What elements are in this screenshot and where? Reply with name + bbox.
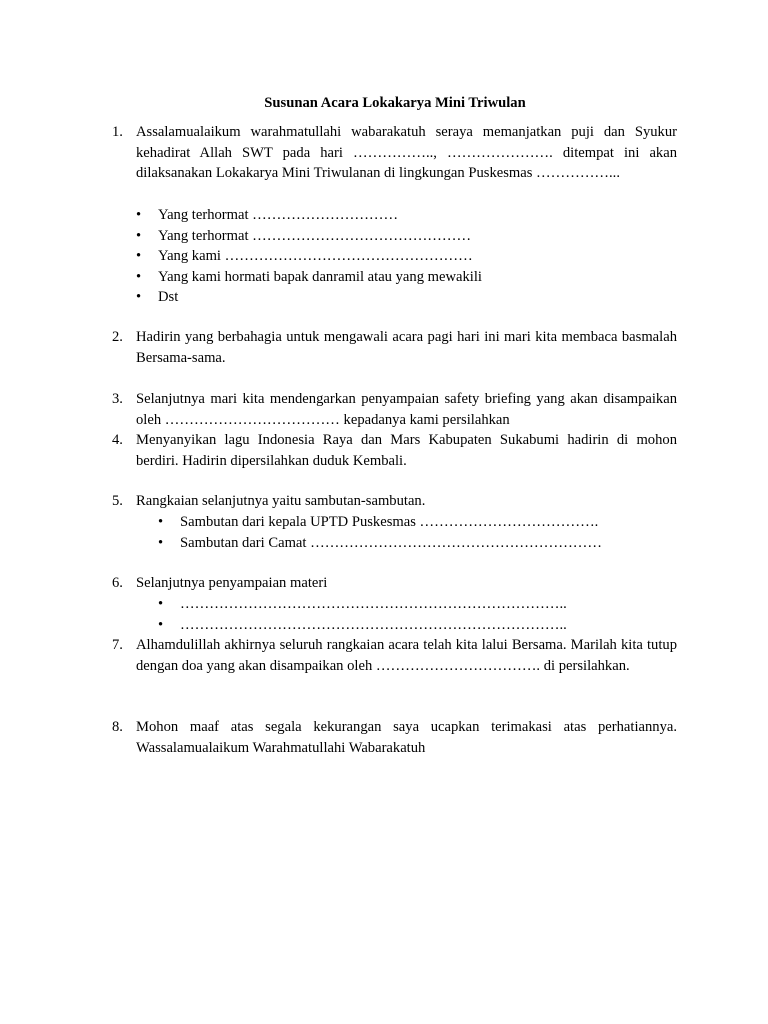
item-text: Alhamdulillah akhirnya seluruh rangkaian acara telah kita lalui Bersama. Marilah kita tutup dengan doa yang akan disampaikan oleh ……………………………. di persilahkan. (136, 637, 677, 674)
item-text: Selanjutnya penyampaian materi (136, 575, 328, 591)
item-text: Assalamualaikum warahmatullahi wabarakatuh seraya memanjatkan puji dan Syukur kehadirat Allah SWT pada hari …………….., …………………. ditempat ini akan dilaksanakan Lokakarya Mini Triwulanan di lingkungan Puskesmas ……………... (136, 124, 677, 181)
item-text: Hadirin yang berbahagia untuk mengawali acara pagi hari ini mari kita membaca basmalah Bersama-sama. (136, 329, 677, 366)
item-text: Selanjutnya mari kita mendengarkan penyampaian safety briefing yang akan disampaikan oleh ……………………………… kepadanya kami persilahkan (136, 391, 677, 428)
item-number: 1. (112, 124, 123, 140)
document-title: Susunan Acara Lokakarya Mini Triwulan (264, 95, 526, 111)
agenda-item-1 (112, 122, 677, 184)
item-number: 2. (112, 329, 123, 345)
bullet-icon: • (158, 596, 164, 612)
agenda-item-4 (112, 430, 677, 471)
bullet-icon: • (136, 289, 142, 305)
bullet-icon: • (136, 248, 142, 264)
item-text: Rangkaian selanjutnya yaitu sambutan-sambutan. (136, 493, 426, 509)
item-number: 4. (112, 432, 123, 448)
item-number: 3. (112, 391, 123, 407)
agenda-item-8 (112, 717, 677, 758)
item-text: Mohon maaf atas segala kekurangan saya ucapkan terimakasi atas perhatiannya. Wassalamualaikum Warahmatullahi Wabarakatuh (136, 719, 677, 756)
agenda-item-3 (112, 389, 677, 430)
bullet-icon: • (136, 227, 142, 244)
bullet-icon: • (158, 514, 164, 530)
item-number: 5. (112, 493, 123, 509)
item-text: Menyanyikan lagu Indonesia Raya dan Mars Kabupaten Sukabumi hadirin di mohon berdiri. Hadirin dipersilahkan duduk Kembali. (136, 432, 677, 469)
bullet-icon: • (158, 616, 164, 633)
agenda-item-2 (112, 327, 677, 368)
bullet-icon: • (158, 534, 164, 551)
agenda-item-7 (112, 635, 677, 676)
document-page: Susunan Acara Lokakarya Mini Triwulan 1. Assalamualaikum warahmatullahi wabarakatuh seraya memanjatkan puji dan Syukur kehadirat Allah SWT pada hari …………….., …………………. ditempat ini akan dilaksanakan Lokakarya Mini Triwulanan di lingkungan Puskesmas ……………... • Yang terhormat ………………………… • Yang terhormat ……………………………………… • Yang kami …………………………………………… • Yang kami hormati bapak danramil atau yang mewakili • Dst 2. Hadirin yang berbahagia untuk mengawali acara pagi hari ini mari kita membaca basmalah Bersama-sama. 3. Selanjutnya mari kita mendengarkan penyampaian safety briefing yang akan disampaikan oleh ……………………………… kepadanya kami persilahkan 4. Menyanyikan lagu Indonesia Raya dan Mars Kabupaten Sukabumi hadirin di mohon berdiri. Hadirin dipersilahkan duduk Kembali. 5. Rangkaian selanjutnya yaitu sambutan-sambutan. • Sambutan dari kepala UPTD Puskesmas ………………………………. • Sambutan dari Camat …………………………………………………… 6. Selanjutnya penyampaian materi • …………………………………………………………………….. • …………………………………………………………………….. 7. Alhamdulillah akhirnya seluruh rangkaian acara telah kita lalui Bersama. Marilah kita tutup dengan doa yang akan disampaikan oleh ……………………………. di persilahkan. 8. Mohon maaf atas segala kekurangan saya ucapkan terimakasi atas perhatiannya. Wassalamualaikum Warahmatullahi Wabarakatuh (0, 0, 768, 1024)
bullet-icon: • (136, 268, 142, 285)
item-number: 6. (112, 575, 123, 591)
bullet-icon: • (136, 207, 142, 223)
item-number: 8. (112, 719, 123, 735)
agenda-item-6 (112, 573, 677, 594)
agenda-item-5 (112, 491, 677, 512)
item-number: 7. (112, 637, 123, 653)
